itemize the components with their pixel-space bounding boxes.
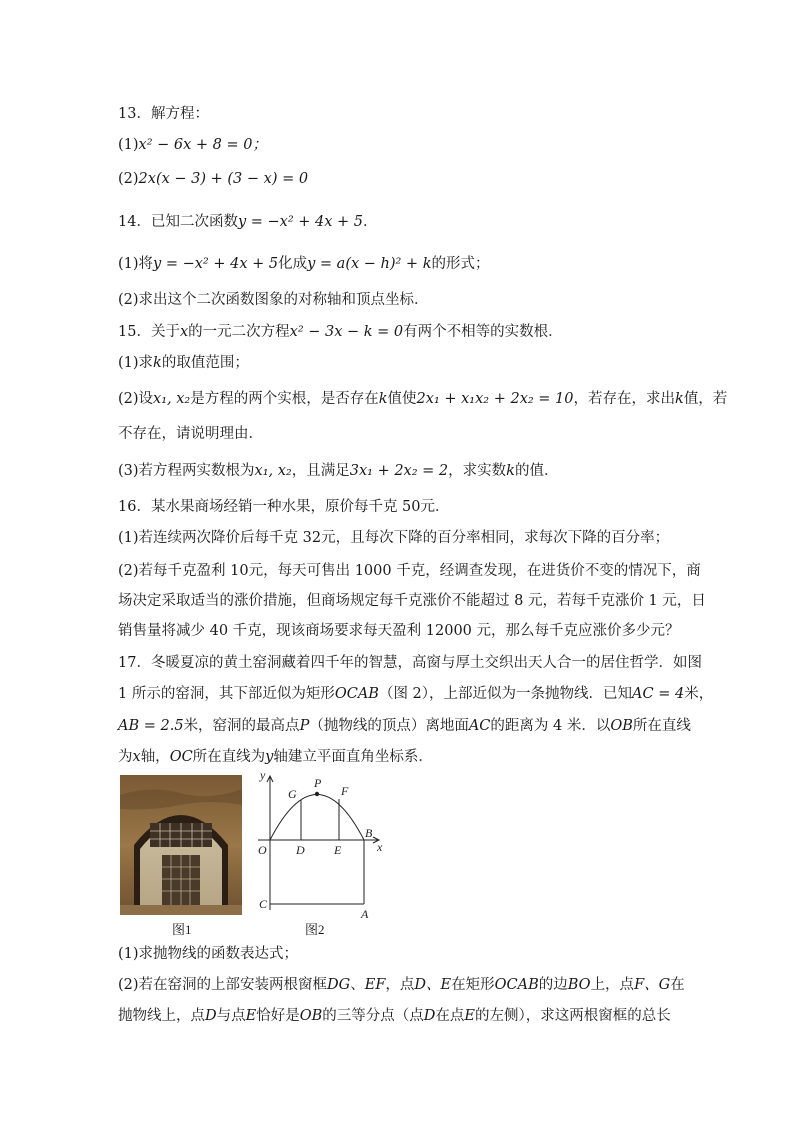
- q16-title: 16．某水果商场经销一种水果，原价每千克 50元．: [118, 499, 450, 515]
- q17-part2-line2: 抛物线上，点D与点E恰好是OB的三等分点（点D在点E的左侧），求这两根窗框的总长: [118, 1008, 671, 1024]
- vertex-P-dot: [315, 792, 319, 796]
- q16-part2-line1: (2)若每千克盈利 10元，每天可售出 1000 千克，经调查发现，在进货价不变的情况下，商: [118, 563, 701, 579]
- label-C: C: [259, 897, 268, 911]
- q15-part3: (3)若方程两实数根为x₁, x₂，且满足3x₁ + 2x₂ = 2，求实数k的值．: [118, 463, 559, 479]
- parabola: [270, 795, 364, 841]
- label-A: A: [361, 907, 369, 921]
- q15-title: 15．关于x的一元二次方程x² − 3x − k = 0有两个不相等的实数根．: [118, 324, 563, 340]
- q13-title: 13．解方程：: [118, 106, 209, 122]
- q15-part2-line2: 不存在，请说明理由．: [118, 426, 263, 442]
- label-F: F: [341, 784, 349, 798]
- q16-part1: (1)若连续两次降价后每千克 32元，且每次下降的百分率相同，求每次下降的百分率；: [118, 530, 670, 546]
- q17-line1: 17．冬暖夏凉的黄土窑洞藏着四千年的智慧，高窗与厚土交织出天人合一的居住哲学．如图: [118, 655, 702, 671]
- label-y: y: [260, 768, 266, 782]
- label-B: B: [365, 826, 373, 840]
- q17-line3: AB = 2.5米，窑洞的最高点P（抛物线的顶点）离地面AC的距离为 4 米．以OB所在直线: [118, 718, 691, 734]
- q14-title: 14．已知二次函数y = −x² + 4x + 5．: [118, 214, 378, 230]
- q15-part1: (1)求k的取值范围；: [118, 355, 249, 371]
- label-E: E: [334, 843, 342, 857]
- q17-part1: (1)求抛物线的函数表达式；: [118, 946, 299, 962]
- q13-part1: (1)x² − 6x + 8 = 0；: [118, 137, 267, 153]
- q13-part2: (2)2x(x − 3) + (3 − x) = 0: [118, 171, 309, 187]
- q16-part2-line2: 场决定采取适当的涨价措施，但商场规定每千克涨价不能超过 8 元，若每千克涨价 1 元，日: [118, 593, 706, 609]
- figure-2-caption: 图2: [305, 922, 325, 937]
- cave-dwelling-image: [120, 775, 242, 915]
- figure-2-diagram: [250, 765, 395, 925]
- figure-1-caption: 图1: [172, 922, 192, 937]
- label-P: P: [314, 776, 322, 790]
- q14-part1: (1)将y = −x² + 4x + 5化成y = a(x − h)² + k的形式；: [118, 256, 490, 272]
- q16-part2-line3: 销售量将减少 40 千克，现该商场要求每天盈利 12000 元，那么每千克应涨价多少元？: [118, 623, 680, 639]
- label-O: O: [258, 843, 267, 857]
- label-x: x: [377, 840, 383, 854]
- q17-line2: 1 所示的窑洞，其下部近似为矩形OCAB（图 2），上部近似为一条抛物线．已知AC = 4米，: [118, 686, 714, 702]
- label-G: G: [288, 787, 297, 801]
- label-D: D: [296, 843, 305, 857]
- q14-part2: (2)求出这个二次函数图象的对称轴和顶点坐标．: [118, 292, 429, 308]
- q15-part2-line1: (2)设x₁, x₂是方程的两个实根，是否存在k值使2x₁ + x₁x₂ + 2x₂ = 10，若存在，求出k值，若: [118, 391, 728, 407]
- q17-line4: 为x轴，OC所在直线为y轴建立平面直角坐标系．: [118, 749, 433, 765]
- figure-1-cave-photo: [120, 775, 242, 915]
- q17-part2-line1: (2)若在窑洞的上部安装两根窗框DG、EF，点D、E在矩形OCAB的边BO上，点F、G在: [118, 977, 685, 993]
